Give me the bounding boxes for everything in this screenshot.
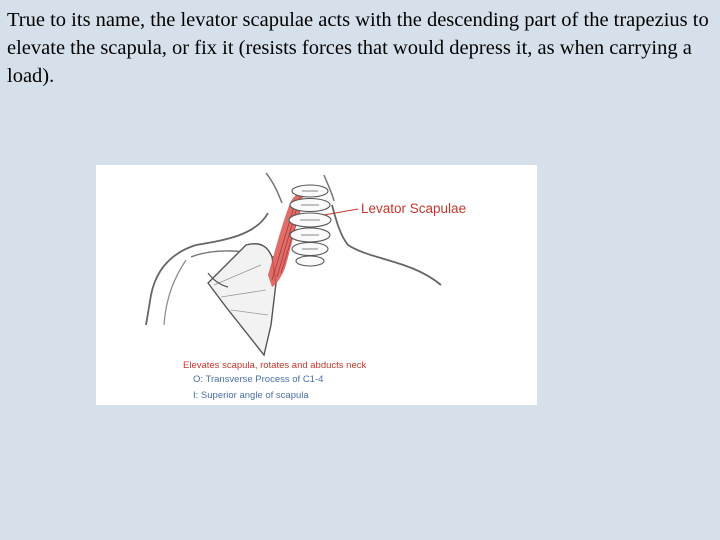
levator-scapulae-figure xyxy=(96,165,537,405)
arm-inner-line xyxy=(164,260,186,325)
muscle-action-caption: Elevates scapula, rotates and abducts neck xyxy=(183,360,367,371)
slide-body-text: True to its name, the levator scapulae acts with the descending part of the trapezius to elevate the scapula, or fix it (resists forces that would depress it, as when carrying a load). xyxy=(7,9,709,87)
muscle-insertion-caption: I: Superior angle of scapula xyxy=(193,390,309,401)
figure-title: Levator Scapulae xyxy=(361,201,467,216)
neck-shoulder-right xyxy=(332,205,441,285)
label-pointer-line xyxy=(324,209,358,215)
scapula xyxy=(208,244,276,355)
jaw-outline-left xyxy=(266,173,282,203)
muscle-origin-caption: O: Transverse Process of C1-4 xyxy=(193,374,324,385)
